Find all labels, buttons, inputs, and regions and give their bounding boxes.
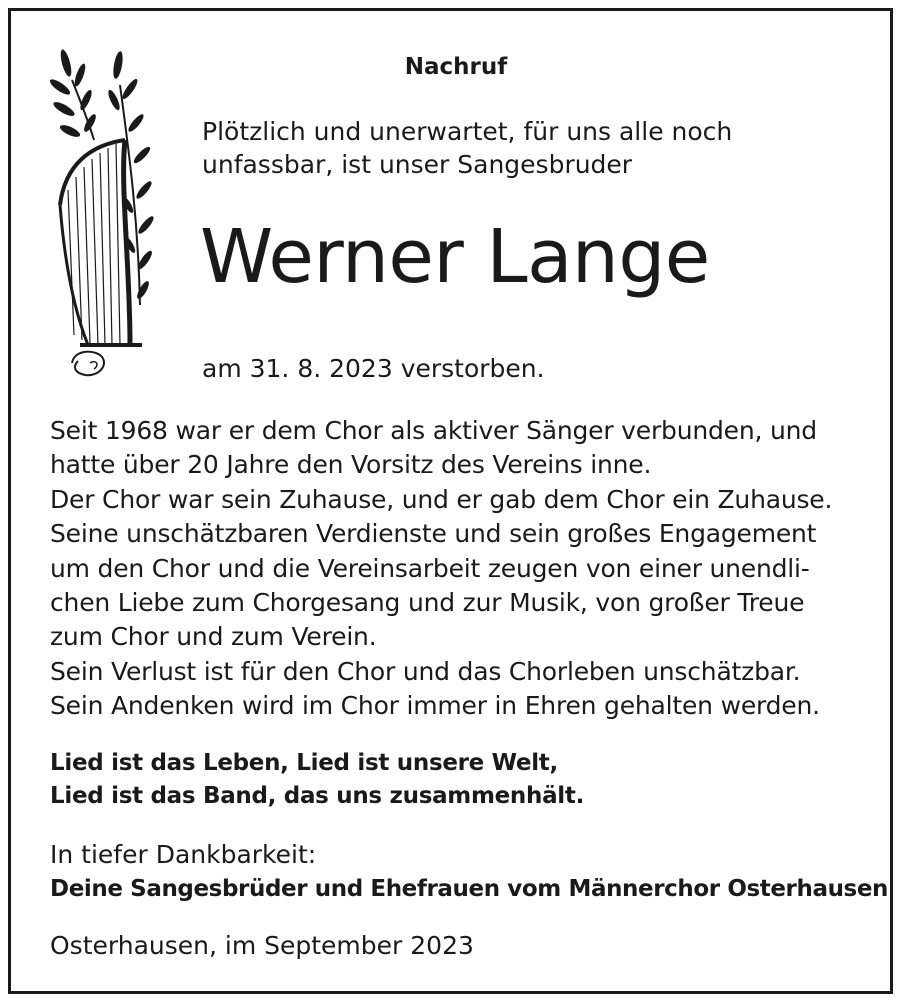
intro-line: Plötzlich und unerwartet, für uns alle noch xyxy=(202,117,733,146)
death-date-line: am 31. 8. 2023 verstorben. xyxy=(202,354,545,383)
body-line: Der Chor war sein Zuhause, und er gab dem Chor ein Zuhause. xyxy=(50,484,833,514)
body-line: Seit 1968 war er dem Chor als aktiver Sänger verbunden, und xyxy=(50,416,817,445)
intro-line: unfassbar, ist unser Sangesbruder xyxy=(202,150,633,179)
choir-motto xyxy=(50,747,584,813)
motto-line: Lied ist das Band, das uns zusammenhält. xyxy=(50,783,585,809)
harp-with-laurel-icon xyxy=(50,45,155,390)
body-line: Sein Andenken wird im Chor immer in Ehren gehalten werden. xyxy=(50,691,820,721)
body-line: chen Liebe zum Chorgesang und zur Musik, von großer Treue xyxy=(50,588,805,618)
page-title: Nachruf xyxy=(404,54,508,80)
place-date-line: Osterhausen, im September 2023 xyxy=(50,931,474,960)
body-line: Seine unschätzbaren Verdienste und sein großes Engagement xyxy=(50,519,817,549)
signature-line: Deine Sangesbrüder und Ehefrauen vom Männerchor Osterhausen xyxy=(50,876,889,902)
intro-text xyxy=(202,115,732,181)
motto-line: Lied ist das Leben, Lied ist unsere Welt, xyxy=(50,750,558,776)
body-line: hatte über 20 Jahre den Vorsitz des Vereins inne. xyxy=(50,450,652,480)
body-line: zum Chor und zum Verein. xyxy=(50,622,377,652)
gratitude-line: In tiefer Dankbarkeit: xyxy=(50,840,317,869)
body-line: Sein Verlust ist für den Chor und das Chorleben unschätzbar. xyxy=(50,656,801,686)
body-line: um den Chor und die Vereinsarbeit zeugen von einer unendli- xyxy=(50,553,810,583)
tribute-paragraph xyxy=(50,414,832,724)
deceased-name: Werner Lange xyxy=(200,214,710,300)
